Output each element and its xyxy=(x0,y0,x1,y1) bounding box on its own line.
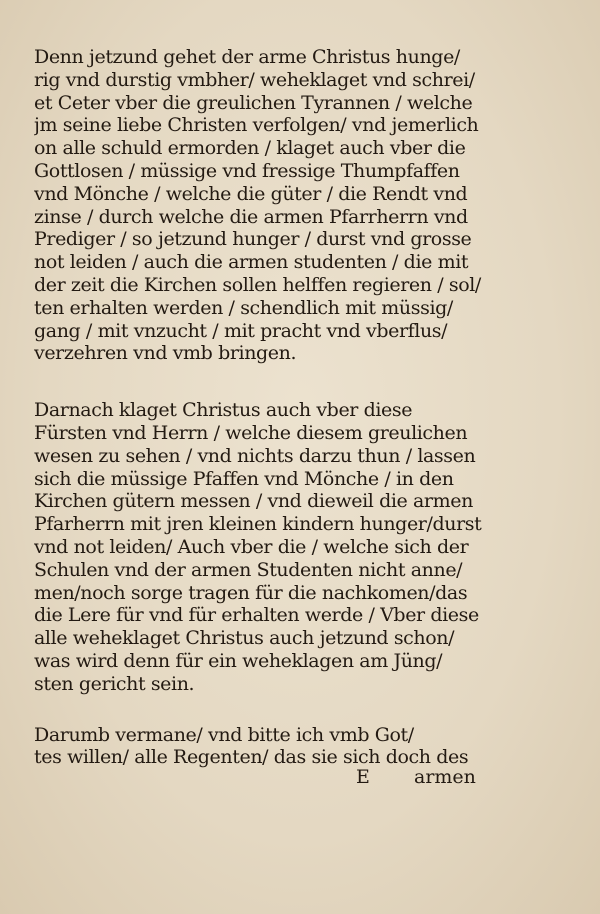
text-line: Fürsten vnd Herrn / welche diesem greulichen xyxy=(34,421,468,444)
text-line: et Ceter vber die greulichen Tyrannen / welche xyxy=(34,91,473,114)
text-line: gang / mit vnzucht / mit pracht vnd vberflus/ xyxy=(34,319,448,342)
text-line: alle weheklaget Christus auch jetzund schon/ xyxy=(34,627,455,650)
text-line: jm seine liebe Christen verfolgen/ vnd jemerlich xyxy=(34,114,479,137)
text-line: Gottlosen / müssige vnd fressige Thumpfaffen xyxy=(34,159,460,182)
text-block xyxy=(34,46,486,769)
catchword: armen xyxy=(414,766,476,788)
text-line: verzehren vnd vmb bringen. xyxy=(34,342,297,365)
text-line: not leiden / auch die armen studenten / die mit xyxy=(34,251,469,274)
text-line: sten gericht sein. xyxy=(34,672,195,695)
text-line: Pfarherrn mit jren kleinen kindern hunger/durst xyxy=(34,513,482,536)
text-line: men/noch sorge tragen für die nachkomen/das xyxy=(34,581,468,604)
text-line: vnd Mönche / welche die güter / die Rendt vnd xyxy=(34,182,468,205)
text-line: die Lere für vnd für erhalten werde / Vber diese xyxy=(34,604,479,627)
text-line: Darumb vermane/ vnd bitte ich vmb Got/ xyxy=(34,723,414,746)
text-line: tes willen/ alle Regenten/ das sie sich doch des xyxy=(34,746,469,769)
text-line: vnd not leiden/ Auch vber die / welche sich der xyxy=(34,535,469,558)
text-line: zinse / durch welche die armen Pfarrherrn vnd xyxy=(34,205,468,228)
text-line: sich die müssige Pfaffen vnd Mönche / in den xyxy=(34,467,454,490)
signature-mark: E xyxy=(356,766,370,788)
paragraph-2 xyxy=(34,399,486,695)
text-line: on alle schuld ermorden / klaget auch vber die xyxy=(34,137,466,160)
paragraph-1 xyxy=(34,46,486,365)
text-line: rig vnd durstig vmbher/ weheklaget vnd schrei/ xyxy=(34,68,475,91)
text-line: was wird denn für ein weheklagen am Jüng/ xyxy=(34,649,443,672)
text-line: der zeit die Kirchen sollen helffen regieren / sol/ xyxy=(34,273,481,296)
paragraph-3 xyxy=(34,724,486,770)
text-line: Darnach klaget Christus auch vber diese xyxy=(34,399,413,422)
text-line: Schulen vnd der armen Studenten nicht anne/ xyxy=(34,558,463,581)
text-line: wesen zu sehen / vnd nichts darzu thun / lassen xyxy=(34,444,476,467)
text-line: Denn jetzund gehet der arme Christus hunge/ xyxy=(34,46,460,68)
text-line: Kirchen gütern messen / vnd dieweil die armen xyxy=(34,490,473,513)
text-line: ten erhalten werden / schendlich mit müssig/ xyxy=(34,296,453,319)
text-line: Prediger / so jetzund hunger / durst vnd grosse xyxy=(34,228,472,251)
